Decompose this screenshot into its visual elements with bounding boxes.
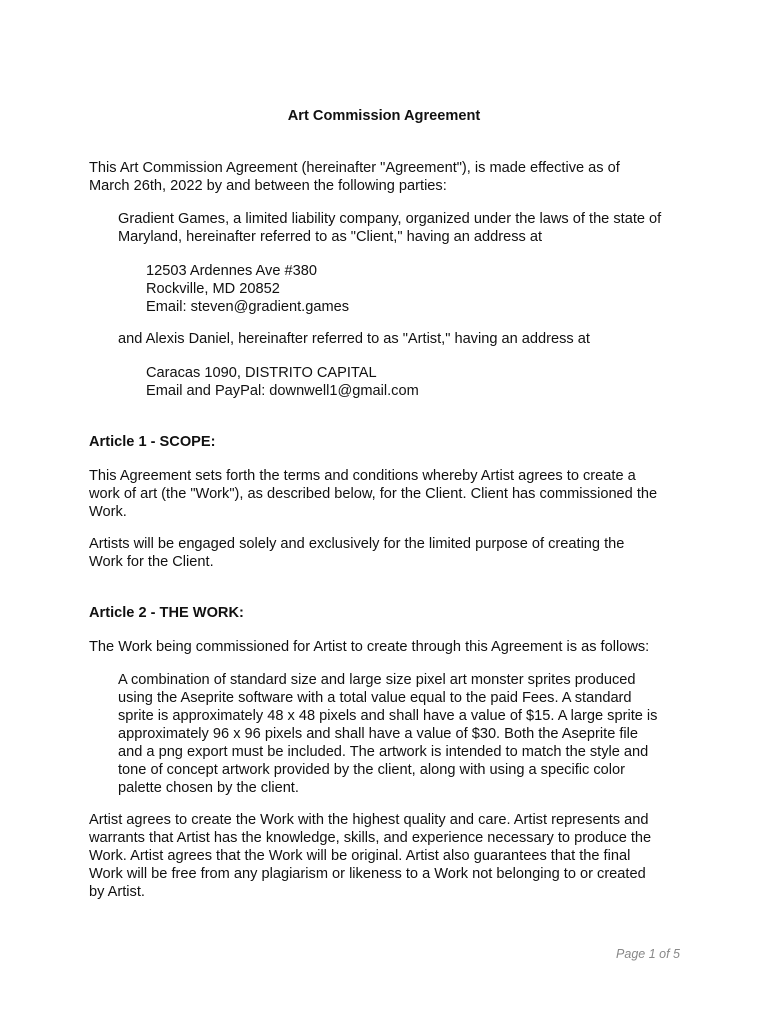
client-description-line: Gradient Games, a limited liability company, organized under the laws of the state of [118, 211, 662, 227]
article-2-paragraph-2 [89, 811, 651, 901]
intro-line: March 26th, 2022 by and between the following parties: [89, 178, 447, 194]
paragraph-line: Work for the Client. [89, 554, 214, 570]
work-description-line: approximately 96 x 96 pixels and shall have a value of $30. Both the Aseprite file [118, 726, 639, 742]
paragraph-line: Work. Artist agrees that the Work will be original. Artist also guarantees that the final [89, 848, 631, 864]
artist-description-line: and Alexis Daniel, hereinafter referred to as "Artist," having an address at [118, 331, 590, 347]
work-description-line: using the Aseprite software with a total value equal to the paid Fees. A standard [118, 690, 632, 706]
article-2-paragraph-1 [89, 638, 649, 656]
paragraph-line: The Work being commissioned for Artist to create through this Agreement is as follows: [89, 639, 650, 655]
client-address [146, 262, 349, 316]
artist-email: Email and PayPal: downwell1@gmail.com [146, 383, 419, 399]
paragraph-line: work of art (the "Work"), as described below, for the Client. Client has commissioned the [89, 486, 658, 502]
paragraph-line: by Artist. [89, 884, 145, 900]
client-description [118, 210, 661, 246]
paragraph-line: Work will be free from any plagiarism or likeness to a Work not belonging to or created [89, 866, 646, 882]
page-number: Page 1 of 5 [616, 947, 680, 961]
paragraph-line: Artist agrees to create the Work with the highest quality and care. Artist represents and [89, 812, 649, 828]
work-description-line: sprite is approximately 48 x 48 pixels and shall have a value of $15. A large sprite is [118, 708, 658, 724]
work-description-line: palette chosen by the client. [118, 780, 299, 796]
intro-line: This Art Commission Agreement (hereinafter "Agreement"), is made effective as of [89, 160, 620, 176]
artist-description [118, 330, 590, 348]
article-1-paragraph-2 [89, 535, 624, 571]
article-1-paragraph-1 [89, 467, 657, 521]
client-email: Email: steven@gradient.games [146, 299, 350, 315]
article-1-heading: Article 1 - SCOPE: [89, 434, 216, 450]
work-description-line: tone of concept artwork provided by the client, along with using a specific color [118, 762, 626, 778]
client-address-line: 12503 Ardennes Ave #380 [146, 263, 317, 279]
document-title: Art Commission Agreement [287, 108, 481, 124]
work-description-line: and a png export must be included. The artwork is intended to match the style and [118, 744, 649, 760]
work-description [118, 671, 657, 797]
artist-address [146, 364, 419, 400]
work-description-line: A combination of standard size and large size pixel art monster sprites produced [118, 672, 636, 688]
intro-paragraph [89, 159, 620, 195]
client-description-line: Maryland, hereinafter referred to as "Client," having an address at [118, 229, 543, 245]
paragraph-line: Work. [89, 504, 127, 520]
client-address-line: Rockville, MD 20852 [146, 281, 280, 297]
paragraph-line: This Agreement sets forth the terms and conditions whereby Artist agrees to create a [89, 468, 636, 484]
paragraph-line: warrants that Artist has the knowledge, skills, and experience necessary to produce the [89, 830, 652, 846]
artist-address-line: Caracas 1090, DISTRITO CAPITAL [146, 365, 377, 381]
article-2-heading: Article 2 - THE WORK: [89, 605, 244, 621]
paragraph-line: Artists will be engaged solely and exclusively for the limited purpose of creating the [89, 536, 625, 552]
